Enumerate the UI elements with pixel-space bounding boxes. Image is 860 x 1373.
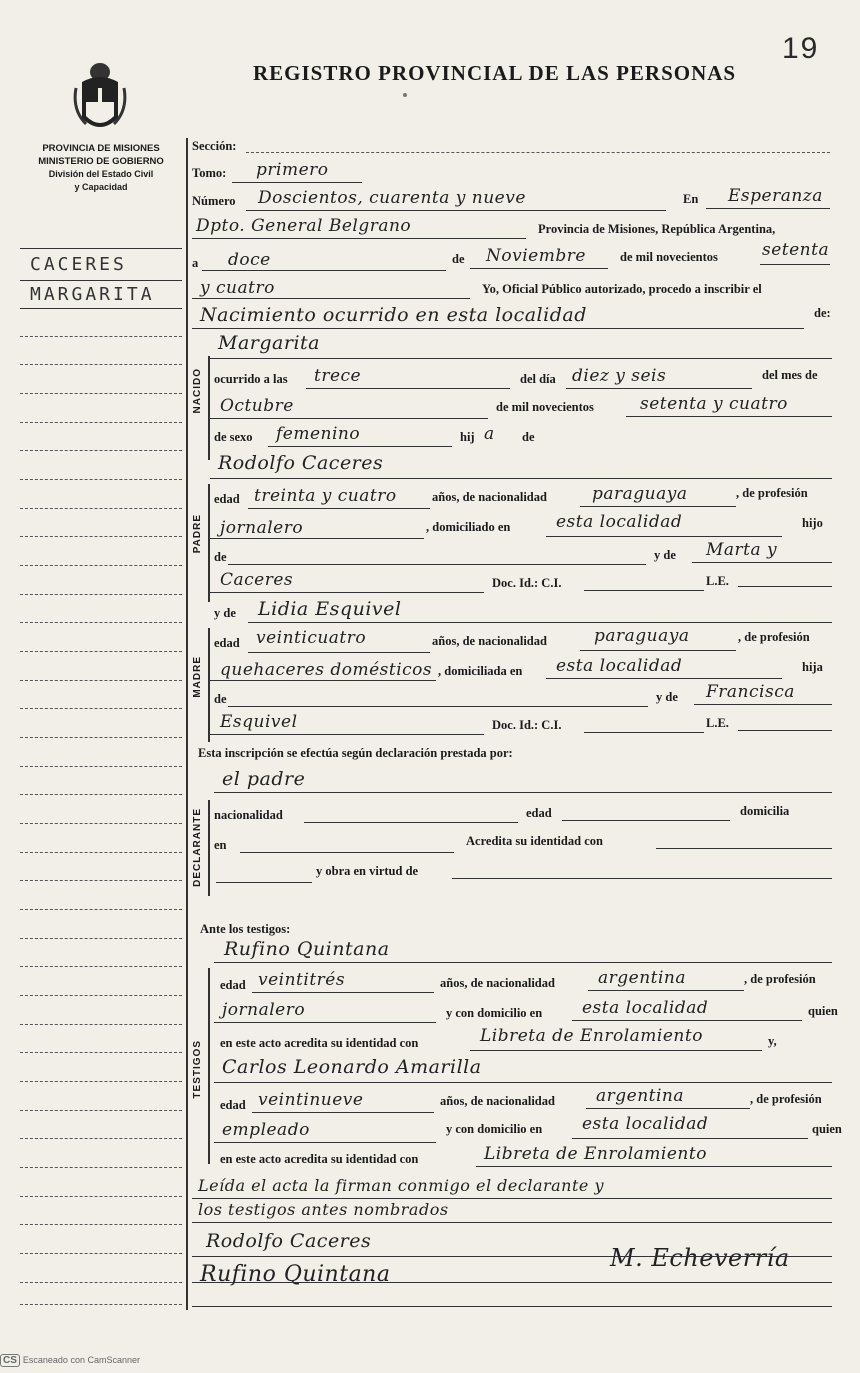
hij-label: hij xyxy=(460,430,475,444)
madre-tag: MADRE xyxy=(192,656,203,698)
signature-testigo: Rufino Quintana xyxy=(200,1262,391,1287)
mil-novecientos-nac-label: de mil novecientos xyxy=(496,400,594,414)
padre-dom-value: esta localidad xyxy=(556,512,683,532)
t2-nac-label: años, de nacionalidad xyxy=(440,1094,555,1108)
coat-of-arms-icon xyxy=(72,58,128,138)
ocurrido-label: ocurrido a las xyxy=(214,372,288,386)
t1-nac-value: argentina xyxy=(598,968,687,988)
anio-inscripcion-value: setenta xyxy=(762,240,830,260)
t2-edad-value: veintinueve xyxy=(258,1090,364,1110)
madre-nac-label: años, de nacionalidad xyxy=(432,634,547,648)
closing-line-1: Leída el acta la firman conmigo el declarante y xyxy=(198,1176,604,1195)
madre-madre-apellido-value: Esquivel xyxy=(220,712,298,732)
page-title: REGISTRO PROVINCIAL DE LAS PERSONAS xyxy=(253,61,737,85)
padre-prof-label: , de profesión xyxy=(736,486,808,500)
ministry-label: MINISTERIO DE GOBIERNO xyxy=(38,156,164,167)
t2-prof-label: , de profesión xyxy=(750,1092,822,1106)
sexo-value: femenino xyxy=(276,424,361,444)
padre-nac-value: paraguaya xyxy=(592,484,688,504)
t2-prof-value: empleado xyxy=(222,1120,310,1140)
t1-y-label: y, xyxy=(768,1034,777,1048)
padre-le-label: L.E. xyxy=(706,574,729,588)
t1-edad-value: veintitrés xyxy=(258,970,346,990)
page-number: 19 xyxy=(782,32,820,65)
madre-le-label: L.E. xyxy=(706,716,729,730)
t2-dom-value: esta localidad xyxy=(582,1114,709,1134)
madre-nac-value: paraguaya xyxy=(594,626,690,646)
padre-madre-value: Marta y xyxy=(706,540,778,560)
decl-acredita-label: Acredita su identidad con xyxy=(466,834,603,848)
decl-en-label: en xyxy=(214,838,227,852)
t1-edad-label: edad xyxy=(220,978,246,992)
seccion-label: Sección: xyxy=(192,139,237,153)
tomo-label: Tomo: xyxy=(192,166,227,180)
en-value: Esperanza xyxy=(728,186,823,206)
t1-prof-value: jornalero xyxy=(222,1000,306,1020)
t2-edad-label: edad xyxy=(220,1098,246,1112)
madre-dom-value: esta localidad xyxy=(556,656,683,676)
hij-value: a xyxy=(484,424,495,444)
margin-surname: CACERES xyxy=(30,254,127,275)
madre-nombre-value: Lidia Esquivel xyxy=(258,598,402,620)
de-colon-label: de: xyxy=(814,306,831,320)
signature-declarante: Rodolfo Caceres xyxy=(206,1230,372,1252)
province-label: PROVINCIA DE MISIONES xyxy=(42,143,160,154)
t1-acredita-label: en este acto acredita su identidad con xyxy=(220,1036,419,1050)
t2-acredita-label: en este acto acredita su identidad con xyxy=(220,1152,419,1166)
padre-dom-label: , domiciliado en xyxy=(426,520,511,534)
division-label: División del Estado Civil xyxy=(48,169,154,179)
padre-edad-label: edad xyxy=(214,492,240,506)
de-hijo-label: de xyxy=(522,430,535,444)
decl-domicilia-label: domicilia xyxy=(740,804,790,818)
nacido-tag: NACIDO xyxy=(192,368,203,414)
madre-de-label: de xyxy=(214,692,227,706)
decl-nacionalidad-label: nacionalidad xyxy=(214,808,283,822)
numero-value: Doscientos, cuarenta y nueve xyxy=(258,188,526,208)
t2-dom-label: y con domicilio en xyxy=(446,1122,543,1136)
mil-novecientos-label: de mil novecientos xyxy=(620,250,718,264)
de-label: de xyxy=(452,252,465,266)
madre-doc-label: Doc. Id.: C.I. xyxy=(492,718,562,732)
madre-y-de-label: y de xyxy=(214,606,236,620)
padre-madre-apellido-value: Caceres xyxy=(220,570,294,590)
acto-value: Nacimiento ocurrido en esta localidad xyxy=(200,304,587,326)
testigo2-nombre-value: Carlos Leonardo Amarilla xyxy=(222,1056,482,1078)
padre-de-label: de xyxy=(214,550,227,564)
dia-inscripcion-value: doce xyxy=(228,250,271,270)
madre-prof-value: quehaceres domésticos xyxy=(220,660,433,680)
t2-nac-value: argentina xyxy=(596,1086,685,1106)
margin-rule xyxy=(186,138,188,1310)
testigo1-nombre-value: Rufino Quintana xyxy=(224,938,390,960)
anio-inscripcion-value-2: y cuatro xyxy=(200,278,275,298)
t1-id-value: Libreta de Enrolamiento xyxy=(480,1026,703,1046)
declarante-value: el padre xyxy=(222,768,306,790)
camscanner-logo: CS xyxy=(0,1354,20,1367)
provincia-label: Provincia de Misiones, República Argentina, xyxy=(538,222,776,236)
numero-label: Número xyxy=(192,194,236,208)
testigos-label: Ante los testigos: xyxy=(200,922,291,936)
scanner-text: Escaneado con CamScanner xyxy=(22,1355,140,1365)
padre-prof-value: jornalero xyxy=(220,518,304,538)
declaracion-label: Esta inscripción se efectúa según declaración prestada por: xyxy=(198,746,513,760)
t1-dom-label: y con domicilio en xyxy=(446,1006,543,1020)
hora-value: trece xyxy=(314,366,362,386)
tomo-value: primero xyxy=(256,160,329,180)
t1-prof-label: , de profesión xyxy=(744,972,816,986)
testigos-tag: TESTIGOS xyxy=(192,1040,203,1099)
declarante-tag: DECLARANTE xyxy=(192,808,203,887)
madre-edad-label: edad xyxy=(214,636,240,650)
issuer-header xyxy=(22,142,180,194)
sexo-label: de sexo xyxy=(214,430,253,444)
dia-nacimiento-value: diez y seis xyxy=(572,366,667,386)
madre-prof-label: , de profesión xyxy=(738,630,810,644)
t1-quien-label: quien xyxy=(808,1004,838,1018)
departamento-value: Dpto. General Belgrano xyxy=(196,216,412,236)
t1-nac-label: años, de nacionalidad xyxy=(440,976,555,990)
hijo-label: hijo xyxy=(802,516,823,530)
decl-obra-label: y obra en virtud de xyxy=(316,864,419,878)
anio-nacimiento-value: setenta y cuatro xyxy=(640,394,788,414)
padre-edad-value: treinta y cuatro xyxy=(254,486,397,506)
mes-inscripcion-value: Noviembre xyxy=(486,246,586,266)
madre-y-de2-label: y de xyxy=(656,690,678,704)
capacity-label: y Capacidad xyxy=(74,182,128,192)
t2-id-value: Libreta de Enrolamiento xyxy=(484,1144,707,1164)
oficial-label: Yo, Oficial Público autorizado, procedo a inscribir el xyxy=(482,282,762,296)
mes-nacimiento-value: Octubre xyxy=(220,396,294,416)
closing-line-2: los testigos antes nombrados xyxy=(198,1200,449,1219)
decl-edad-label: edad xyxy=(526,806,552,820)
nombre-nacido-value: Margarita xyxy=(218,332,320,354)
t2-quien-label: quien xyxy=(812,1122,842,1136)
scanner-watermark xyxy=(0,1354,140,1367)
hija-label: hija xyxy=(802,660,823,674)
padre-nombre-value: Rodolfo Caceres xyxy=(218,452,384,474)
madre-dom-label: , domiciliada en xyxy=(438,664,523,678)
madre-edad-value: veinticuatro xyxy=(256,628,367,648)
padre-doc-label: Doc. Id.: C.I. xyxy=(492,576,562,590)
madre-madre-value: Francisca xyxy=(706,682,795,702)
signature-oficial: M. Echeverría xyxy=(610,1244,790,1272)
en-label: En xyxy=(683,192,699,206)
padre-nac-label: años, de nacionalidad xyxy=(432,490,547,504)
margin-given-name: MARGARITA xyxy=(30,284,155,305)
del-dia-label: del día xyxy=(520,372,556,386)
padre-y-de-label: y de xyxy=(654,548,676,562)
padre-tag: PADRE xyxy=(192,514,203,554)
del-mes-label: del mes de xyxy=(762,368,818,382)
a-label: a xyxy=(192,256,199,270)
t1-dom-value: esta localidad xyxy=(582,998,709,1018)
